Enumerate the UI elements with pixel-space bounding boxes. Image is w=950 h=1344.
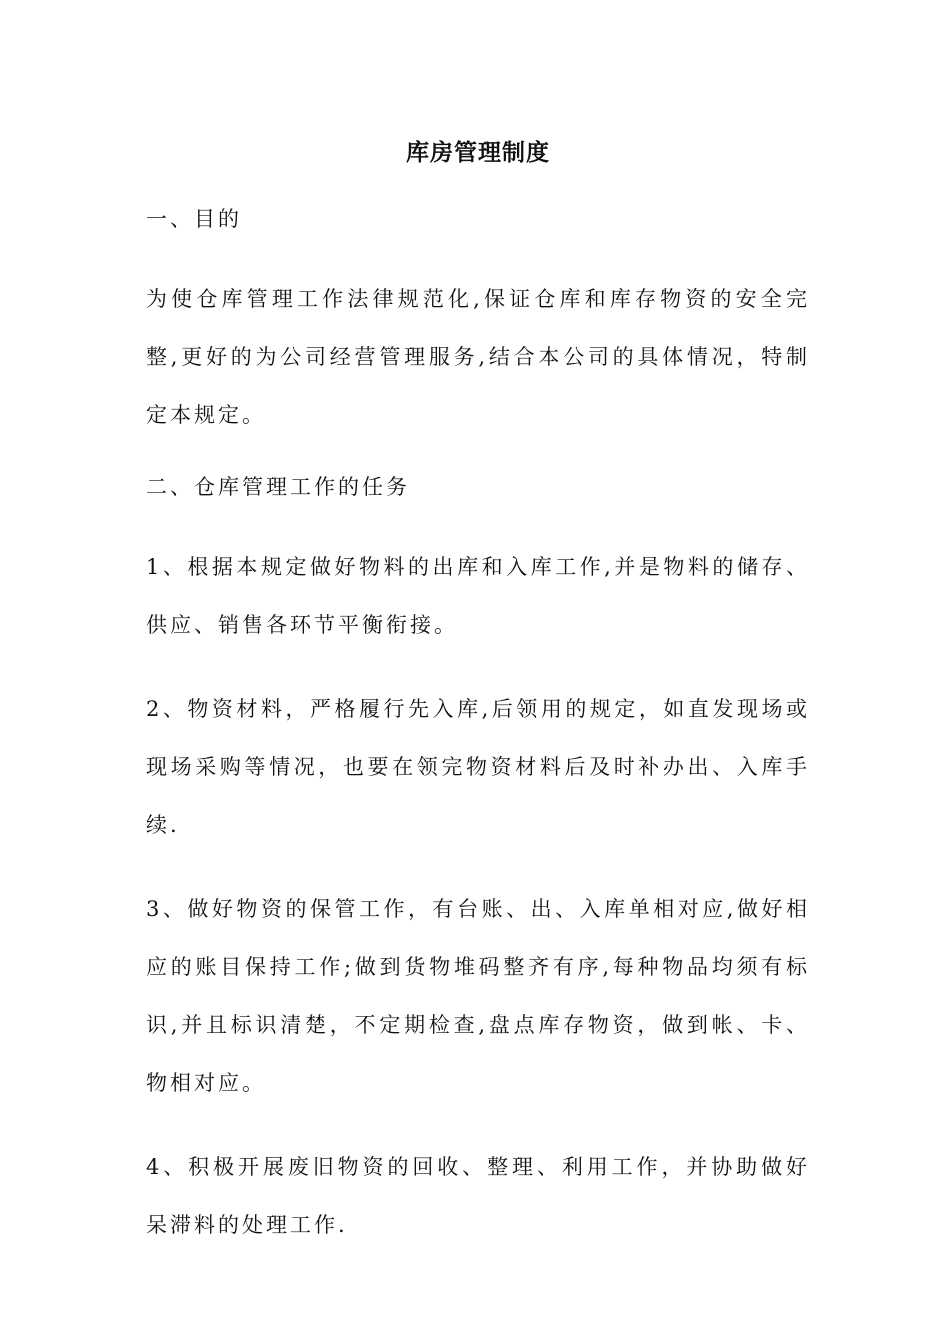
paragraph-task-2: 2、物资材料，严格履行先入库,后领用的规定，如直发现场或现场采购等情况，也要在领完物资材料后及时补办出、入库手续. — [146, 697, 810, 837]
paragraph-task-1: 1、根据本规定做好物料的出库和入库工作,并是物料的储存、供应、销售各环节平衡衔接。 — [146, 555, 810, 637]
paragraph-task-3: 3、做好物资的保管工作，有台账、出、入库单相对应,做好相应的账目保持工作;做到货物堆码整齐有序,每种物品均须有标识,并且标识清楚，不定期检查,盘点库存物资，做到帐、卡、物相对应。 — [146, 897, 810, 1095]
document-body — [146, 202, 810, 1254]
section-heading-tasks: 二、仓库管理工作的任务 — [146, 475, 410, 499]
document-title: 库房管理制度 — [406, 140, 550, 166]
paragraph-task-4: 4、积极开展废旧物资的回收、整理、利用工作，并协助做好呆滞料的处理工作. — [146, 1155, 810, 1237]
section-heading-purpose: 一、目的 — [146, 207, 242, 231]
paragraph-purpose: 为使仓库管理工作法律规范化,保证仓库和库存物资的安全完整,更好的为公司经营管理服务,结合本公司的具体情况，特制定本规定。 — [146, 287, 810, 427]
